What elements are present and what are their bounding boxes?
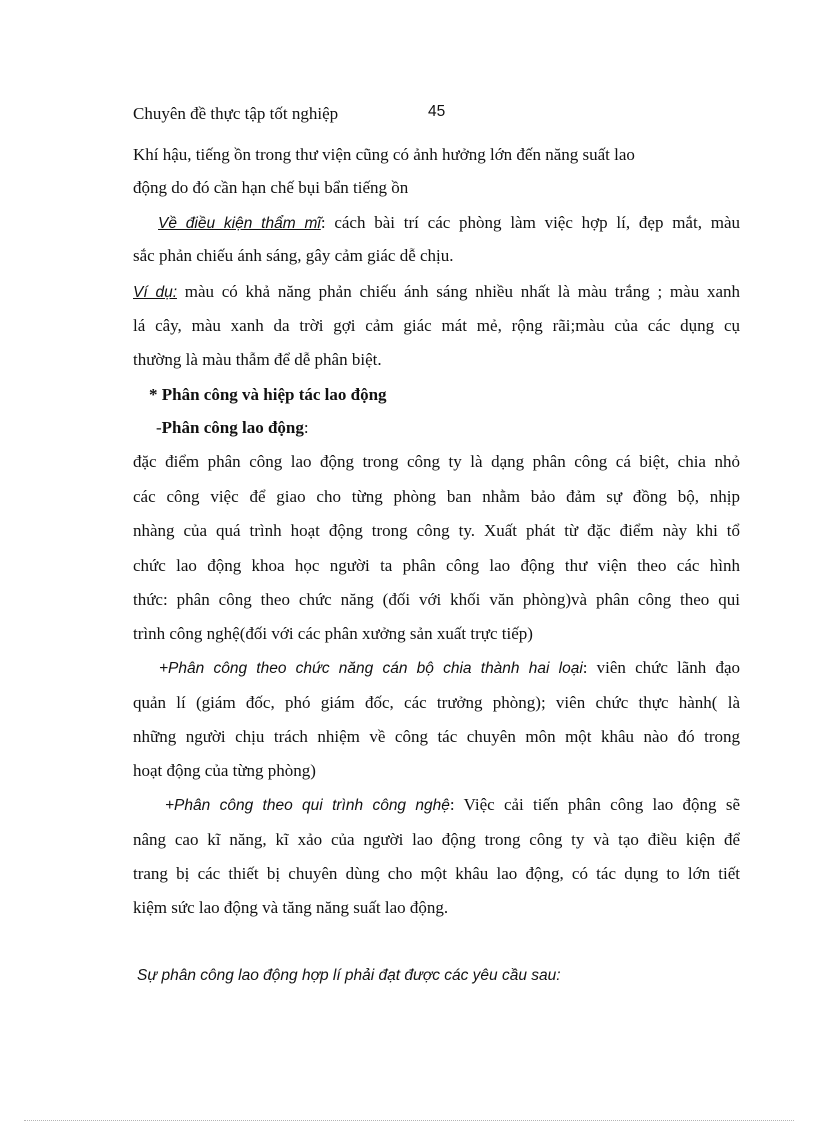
paragraph-climate-line-1: Khí hậu, tiếng ồn trong thư viện cũng có ảnh hưởng lớn đến năng suất lao [133, 145, 635, 164]
aesthetics-line-2: sắc phản chiếu ánh sáng, gây cảm giác dễ chịu. [133, 246, 454, 265]
by-process-line-1-text: : Việc cải tiến phân công lao động sẽ [449, 795, 740, 814]
by-function-line-4: hoạt động của từng phòng) [133, 761, 316, 780]
aesthetics-line-1-text: : cách bài trí các phòng làm việc hợp lí, đẹp mắt, màu [320, 213, 740, 232]
division-line-2: các công việc để giao cho từng phòng ban nhằm bảo đảm sự đồng bộ, nhịp [133, 487, 740, 506]
division-line-3: nhàng của quá trình hoạt động trong công ty. Xuất phát từ đặc điểm này khi tổ [133, 521, 740, 540]
aesthetics-label: Về điều kiện thẩm mĩ [158, 215, 321, 232]
example-line-1-text: màu có khả năng phản chiếu ánh sáng nhiều nhất là màu trắng ; màu xanh [177, 282, 740, 301]
by-process-line-2: nâng cao kĩ năng, kĩ xảo của người lao động trong công ty và tạo điều kiện để [133, 830, 740, 849]
section-heading: * Phân công và hiệp tác lao động [149, 385, 387, 404]
aesthetics-line-1 [158, 213, 740, 234]
sub-heading [156, 418, 309, 438]
by-process-line-1 [165, 795, 740, 816]
sub-heading-colon: : [303, 418, 309, 437]
sub-heading-text: Phân công lao động [161, 418, 304, 437]
by-function-line-3: những người chịu trách nhiệm về công tác chuyên môn một khâu nào đó trong [133, 727, 740, 746]
by-process-line-3: trang bị các thiết bị chuyên dùng cho một khâu lao động, có tác dụng to lớn tiết [133, 864, 740, 883]
page-bottom-divider [24, 1120, 794, 1121]
division-line-6: trình công nghệ(đối với các phân xưởng sản xuất trực tiếp) [133, 624, 533, 643]
sub-heading-dash: - [156, 418, 162, 437]
page-number: 45 [428, 103, 446, 120]
example-line-2: lá cây, màu xanh da trời gợi cảm giác mát mẻ, rộng rãi;màu của các dụng cụ [133, 316, 740, 335]
by-process-label: +Phân công theo qui trình công nghệ [165, 797, 450, 814]
by-function-line-1 [159, 658, 740, 679]
by-process-line-4: kiệm sức lao động và tăng năng suất lao động. [133, 898, 449, 917]
division-line-1: đặc điểm phân công lao động trong công ty là dạng phân công cá biệt, chia nhỏ [133, 452, 740, 471]
requirements-intro: Sự phân công lao động hợp lí phải đạt được các yêu cầu sau: [137, 967, 561, 984]
division-line-4: chức lao động khoa học người ta phân công lao động thư viện theo các hình [133, 556, 740, 575]
by-function-line-2: quản lí (giám đốc, phó giám đốc, các trưởng phòng); viên chức thực hành( là [133, 693, 740, 712]
running-header-title: Chuyên đề thực tập tốt nghiệp [133, 104, 339, 123]
by-function-label: +Phân công theo chức năng cán bộ chia thành hai loại [159, 660, 583, 677]
example-label: Ví dụ: [133, 284, 177, 301]
by-function-line-1-text: : viên chức lãnh đạo [582, 658, 740, 677]
example-line-1 [133, 282, 740, 303]
division-line-5: thức: phân công theo chức năng (đối với khối văn phòng)và phân công theo qui [133, 590, 740, 609]
paragraph-climate-line-2: động do đó cần hạn chế bụi bẩn tiếng ồn [133, 178, 409, 197]
example-line-3: thường là màu thẫm để dễ phân biệt. [133, 350, 382, 369]
